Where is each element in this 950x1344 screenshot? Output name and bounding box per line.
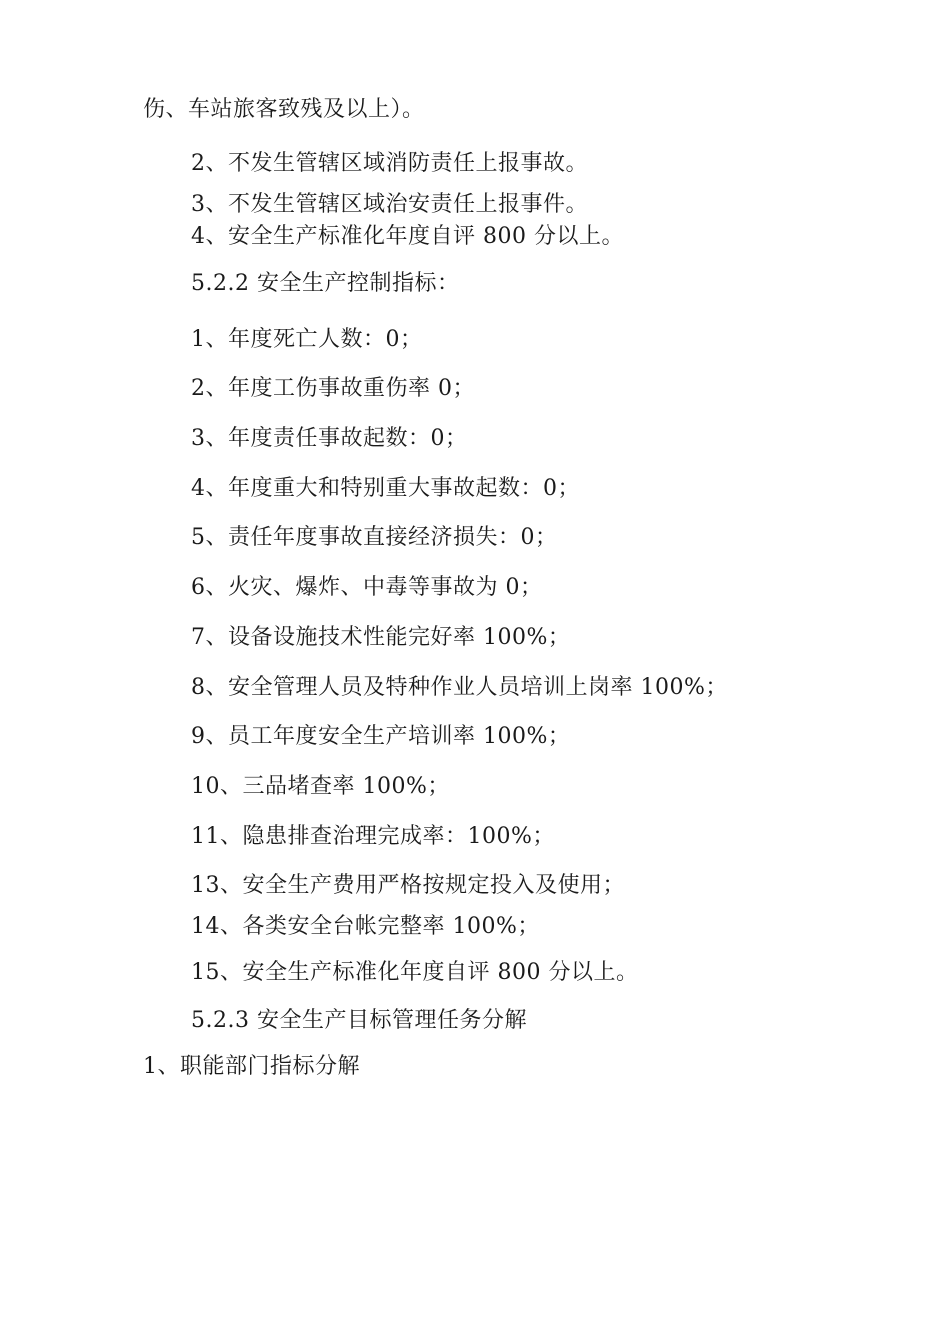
indicator-item-14: 14、各类安全台帐完整率 100%； [191, 914, 540, 939]
indicator-item-3: 3、年度责任事故起数：0； [191, 426, 468, 451]
indicator-item-6: 6、火灾、爆炸、中毒等事故为 0； [191, 575, 543, 600]
indicator-item-7: 7、设备设施技术性能完好率 100%； [191, 625, 571, 650]
indicator-item-4: 4、年度重大和特别重大事故起数：0； [191, 476, 580, 501]
indicator-item-8: 8、安全管理人员及特种作业人员培训上岗率 100%； [191, 675, 728, 700]
indicator-item-2: 2、年度工伤事故重伤率 0； [191, 376, 475, 401]
indicator-item-1: 1、年度死亡人数：0； [191, 327, 423, 352]
text-line-item-3: 3、不发生管辖区域治安责任上报事件。 [191, 192, 588, 217]
section-heading-5-2-3: 5.2.3 安全生产目标管理任务分解 [191, 1008, 527, 1033]
indicator-item-11: 11、隐患排查治理完成率：100%； [191, 824, 555, 849]
indicator-item-5: 5、责任年度事故直接经济损失：0； [191, 525, 558, 550]
indicator-item-10: 10、三品堵查率 100%； [191, 774, 450, 799]
section-heading-5-2-2: 5.2.2 安全生产控制指标： [191, 271, 460, 296]
text-line-continuation: 伤、车站旅客致残及以上）。 [143, 97, 425, 122]
text-line-item-2: 2、不发生管辖区域消防责任上报事故。 [191, 151, 588, 176]
indicator-item-15: 15、安全生产标准化年度自评 800 分以上。 [191, 960, 639, 985]
text-line-item-4: 4、安全生产标准化年度自评 800 分以上。 [191, 224, 624, 249]
subsection-heading-1: 1、职能部门指标分解 [143, 1054, 360, 1079]
indicator-item-9: 9、员工年度安全生产培训率 100%； [191, 724, 571, 749]
indicator-item-13: 13、安全生产费用严格按规定投入及使用； [191, 873, 625, 898]
